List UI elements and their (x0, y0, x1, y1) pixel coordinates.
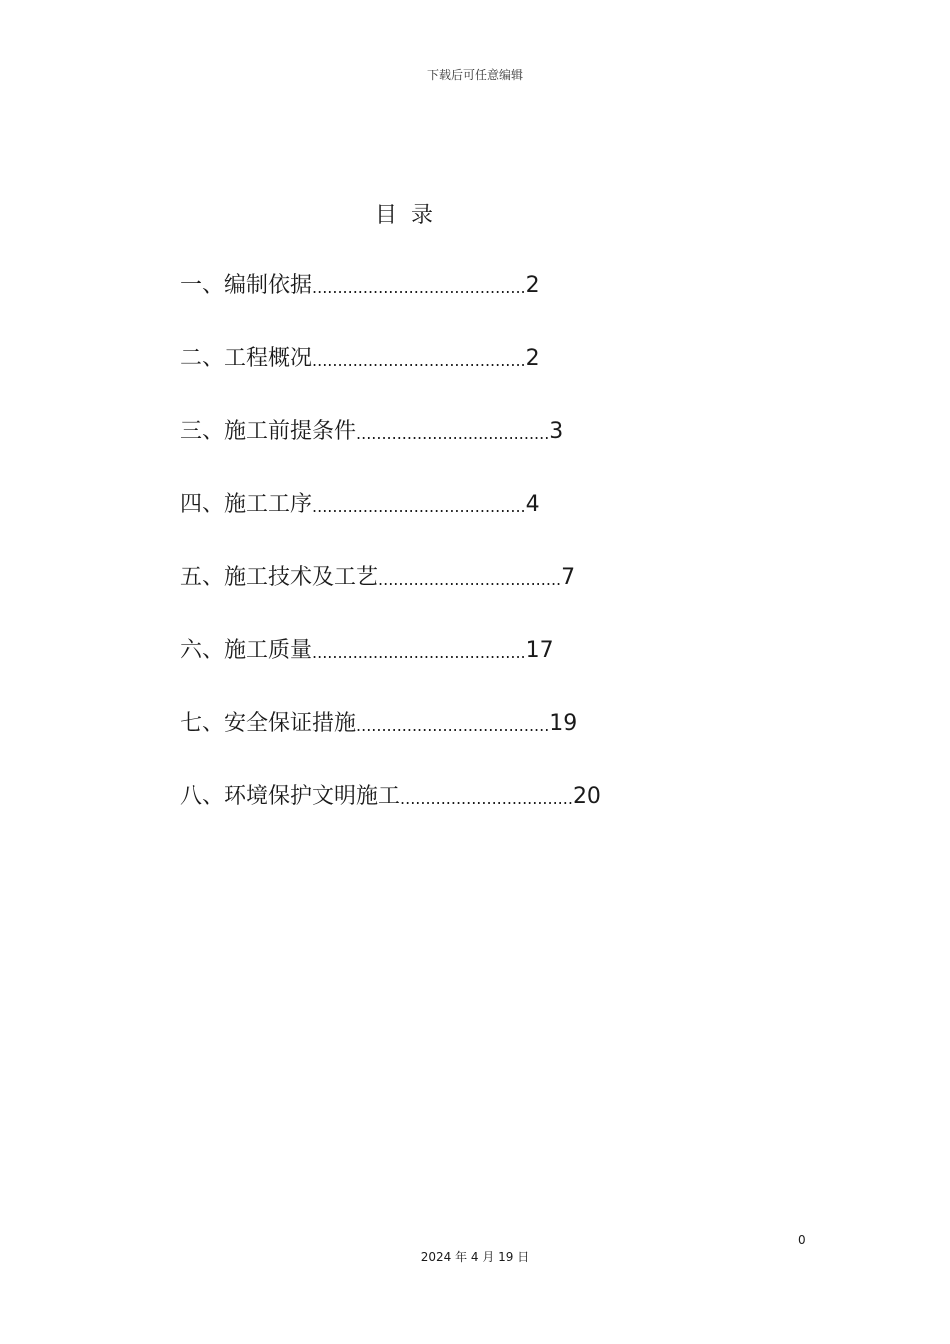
toc-item-page: 7 (561, 565, 576, 590)
toc-item-page: 2 (525, 346, 540, 371)
toc-item-label: 一、编制依据 (180, 273, 313, 298)
table-of-contents (180, 268, 601, 852)
toc-item-label: 七、安全保证措施 (180, 711, 357, 736)
header-note: 下载后可任意编辑 (426, 68, 523, 82)
toc-item-6[interactable] (180, 633, 601, 706)
page-number: 0 (798, 1233, 806, 1247)
toc-item-leader: ...................................... (356, 716, 550, 735)
toc-item-1[interactable] (180, 268, 601, 341)
toc-item-label: 五、施工技术及工艺 (180, 565, 379, 590)
toc-item-label: 六、施工质量 (180, 638, 313, 663)
toc-item-7[interactable] (180, 706, 601, 779)
toc-item-leader: .................................. (400, 789, 573, 808)
toc-item-leader: .................................... (378, 570, 562, 589)
toc-item-page: 3 (549, 419, 564, 444)
toc-item-leader: .......................................... (312, 497, 526, 516)
toc-item-page: 20 (572, 784, 601, 809)
toc-item-3[interactable] (180, 414, 601, 487)
toc-item-label: 三、施工前提条件 (180, 419, 357, 444)
toc-item-page: 17 (525, 638, 554, 663)
footer-date: 2024 年 4 月 19 日 (420, 1250, 530, 1264)
toc-item-leader: .......................................... (312, 351, 526, 370)
toc-item-label: 二、工程概况 (180, 346, 313, 371)
toc-title: 目录 (375, 203, 448, 228)
toc-item-8[interactable] (180, 779, 601, 852)
toc-item-page: 19 (549, 711, 578, 736)
toc-item-page: 2 (525, 273, 540, 298)
toc-item-label: 八、环境保护文明施工 (180, 784, 401, 809)
toc-item-2[interactable] (180, 341, 601, 414)
toc-item-leader: .......................................... (312, 278, 526, 297)
toc-item-4[interactable] (180, 487, 601, 560)
toc-item-leader: .......................................... (312, 643, 526, 662)
toc-item-5[interactable] (180, 560, 601, 633)
toc-item-label: 四、施工工序 (180, 492, 313, 517)
toc-item-page: 4 (525, 492, 540, 517)
toc-item-leader: ...................................... (356, 424, 550, 443)
